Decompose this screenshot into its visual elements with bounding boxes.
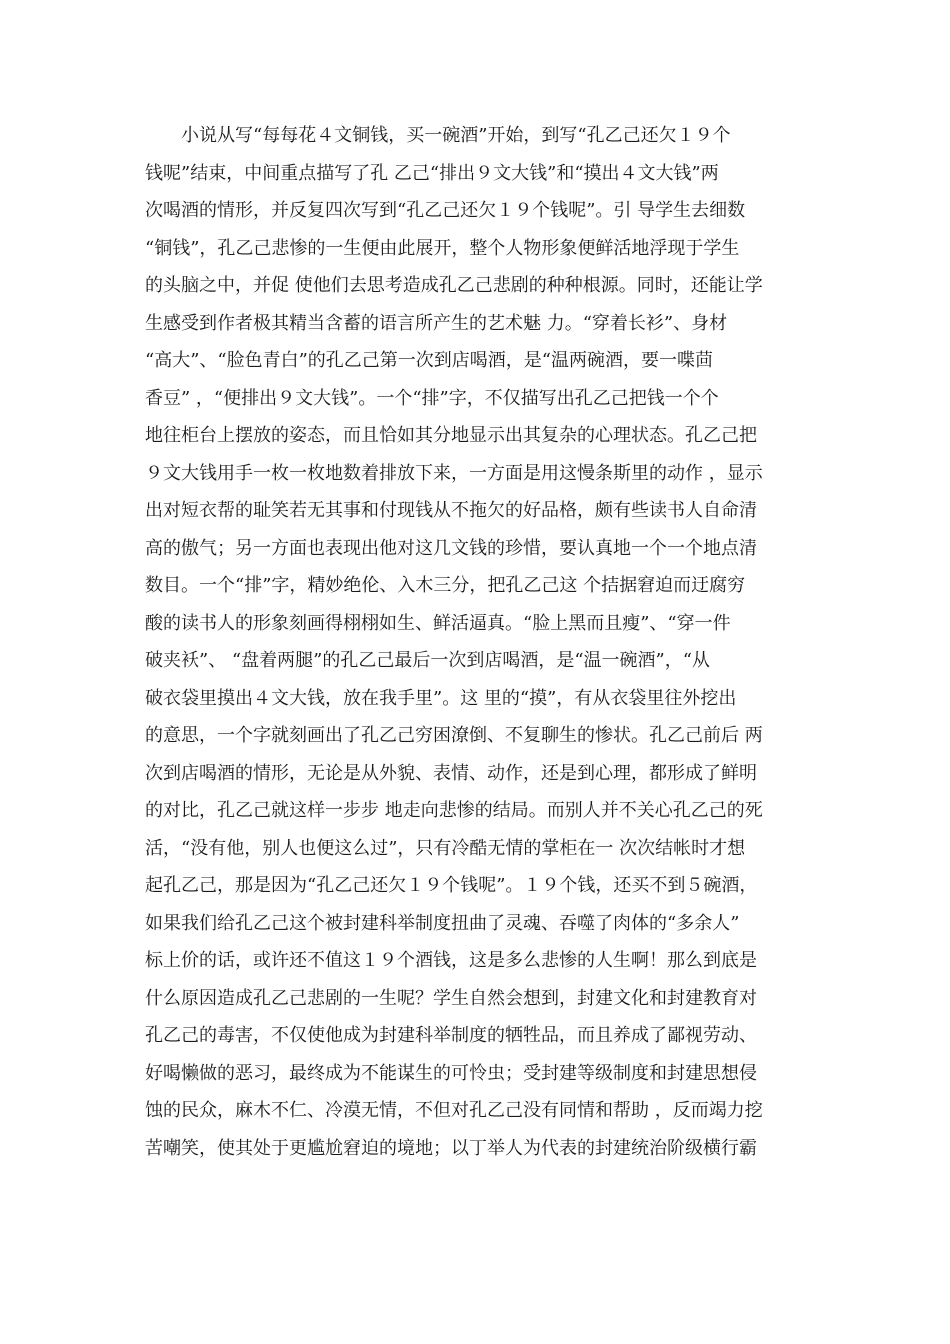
paragraph-line: 次到店喝酒的情形，无论是从外貌、表情、动作，还是到心理，都形成了鲜明: [145, 762, 757, 784]
paragraph-line: 苦嘲笑，使其处于更尴尬窘迫的境地；以丁举人为代表的封建统治阶级横行霸: [145, 1137, 757, 1159]
paragraph-line: 酸的读书人的形象刻画得栩栩如生、鲜活逼真。“脸上黑而且瘦”、“穿一件: [145, 612, 731, 634]
paragraph-line: 地往柜台上摆放的姿态，而且恰如其分地显示出其复杂的心理状态。孔乙己把: [145, 425, 757, 446]
paragraph-line: 破衣袋里摸出４文大钱，放在我手里”。这 里的“摸”，有从衣袋里往外挖出: [145, 687, 737, 709]
paragraph-line: 香豆” ，“便排出９文大钱”。一个“排”字，不仅描写出孔乙己把钱一个个: [145, 387, 719, 409]
paragraph-line: 生感受到作者极其精当含蓄的语言所产生的艺术魅 力。“穿着长衫”、身材: [145, 312, 728, 334]
paragraph-line: 如果我们给孔乙己这个被封建科举制度扭曲了灵魂、吞噬了肉体的“多余人”: [145, 912, 740, 934]
paragraph-line: ９文大钱用手一枚一枚地数着排放下来，一方面是用这慢条斯里的动作 ，显示: [145, 462, 763, 484]
paragraph-line: 小说从写“每每花４文铜钱，买一碗酒”开始，到写“孔乙己还欠１９个: [181, 125, 731, 146]
paragraph-line: “铜钱”，孔乙己悲惨的一生便由此展开，整个人物形象便鲜活地浮现于学生: [145, 237, 740, 259]
paragraph-line: 起孔乙己，那是因为“孔乙己还欠１９个钱呢”。１９个钱，还买不到５碗酒，: [145, 875, 758, 896]
paragraph-line: 的意思，一个字就刻画出了孔乙己穷困潦倒、不复聊生的惨状。孔乙己前后 两: [145, 725, 763, 746]
paragraph-line: 数目。一个“排”字，精妙绝伦、入木三分，把孔乙己这 个拮据窘迫而迂腐穷: [145, 575, 746, 596]
paragraph-line: 蚀的民众，麻木不仁、冷漠无情，不但对孔乙己没有同情和帮助 ，反而竭力挖: [145, 1100, 763, 1121]
paragraph-line: 出对短衣帮的耻笑若无其事和付现钱从不拖欠的好品格，颇有些读书人自命清: [145, 500, 757, 521]
paragraph-line: 好喝懒做的恶习，最终成为不能谋生的可怜虫；受封建等级制度和封建思想侵: [145, 1062, 757, 1084]
paragraph-line: 活，“没有他，别人也便这么过”，只有冷酷无情的掌柜在一 次次结帐时才想: [145, 837, 746, 859]
paragraph-line: 破夹袄”、 “盘着两腿”的孔乙己最后一次到店喝酒，是“温一碗酒”，“从: [145, 650, 710, 671]
paragraph-line: 钱呢”结束，中间重点描写了孔 乙己“排出９文大钱”和“摸出４文大钱”两: [145, 162, 719, 184]
paragraph-line: 什么原因造成孔乙己悲剧的一生呢？学生自然会想到，封建文化和封建教育对: [145, 987, 757, 1009]
body-paragraph: [145, 117, 815, 1167]
paragraph-line: 次喝酒的情形，并反复四次写到“孔乙己还欠１９个钱呢”。引 导学生去细数: [145, 200, 746, 221]
paragraph-line: 标上价的话，或许还不值这１９个酒钱，这是多么悲惨的人生啊！那么到底是: [145, 950, 757, 971]
paragraph-line: 的对比，孔乙己就这样一步步 地走向悲惨的结局。而别人并不关心孔乙己的死: [145, 800, 763, 821]
paragraph-line: 的头脑之中，并促 使他们去思考造成孔乙己悲剧的种种根源。同时，还能让学: [145, 275, 763, 296]
paragraph-line: 孔乙己的毒害，不仅使他成为封建科举制度的牺牲品，而且养成了鄙视劳动、: [145, 1025, 757, 1046]
paragraph-line: “高大”、“脸色青白”的孔乙己第一次到店喝酒，是“温两碗酒，要一喋茴: [145, 350, 714, 371]
paragraph-line: 高的傲气；另一方面也表现出他对这几文钱的珍惜，要认真地一个一个地点清: [145, 537, 757, 559]
